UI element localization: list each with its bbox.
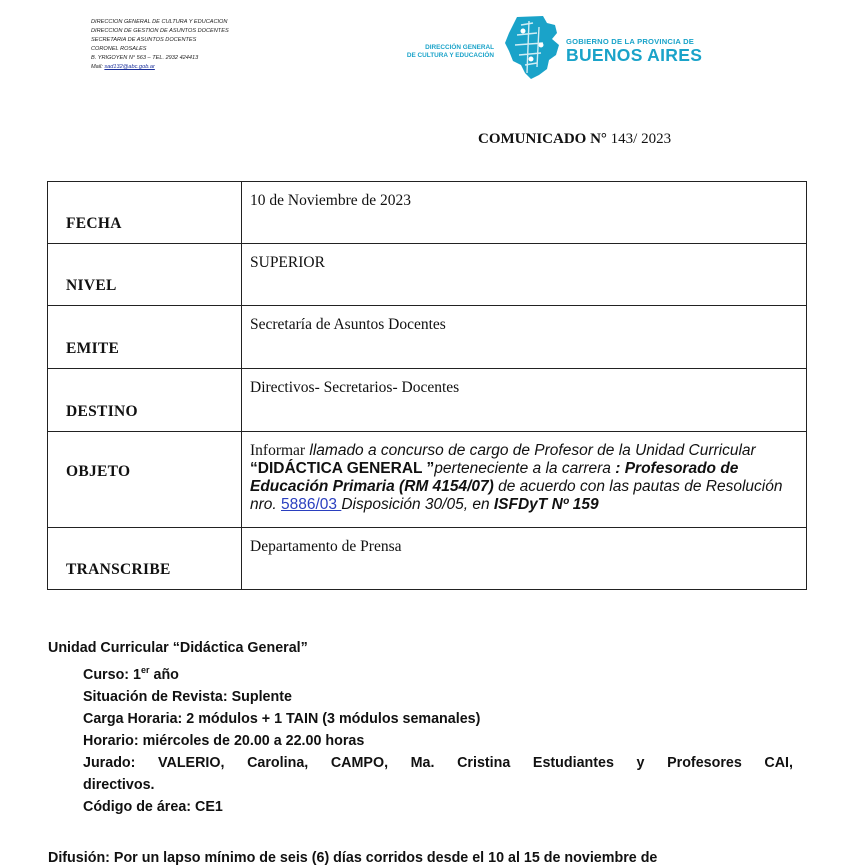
objeto-p4: perteneciente a la carrera: [434, 460, 611, 477]
org-line: DIRECCION DE GESTION DE ASUNTOS DOCENTES: [91, 28, 229, 34]
details-block: [48, 637, 793, 818]
jurado-line: Jurado: VALERIO, Carolina, CAMPO, Ma. Cristina Estudiantes y Profesores CAI,: [83, 754, 793, 771]
objeto-p6: de acuerdo con las pautas de Resolución nro.: [250, 478, 783, 513]
curso-line: [48, 659, 793, 686]
resolucion-link[interactable]: 5886/03: [281, 496, 342, 513]
curso-sup: er: [141, 665, 150, 675]
dgce-logo: [386, 44, 494, 60]
dgce-logo-line2: DE CULTURA Y EDUCACIÓN: [406, 52, 494, 59]
fecha-value: 10 de Noviembre de 2023: [242, 182, 807, 244]
emite-value: Secretaría de Asuntos Docentes: [242, 306, 807, 369]
objeto-value: [242, 432, 807, 528]
objeto-p2: llamado a concurso de cargo de Profesor de la Unidad Curricular: [305, 442, 756, 459]
org-line: B. YRIGOYEN N° 563 – TEL. 2932 424413: [91, 55, 199, 61]
emite-label: EMITE: [66, 340, 120, 357]
objeto-p8: ISFDyT Nº 159: [493, 496, 599, 513]
details-title: Unidad Curricular “Didáctica General”: [48, 640, 308, 656]
table-row: [48, 182, 807, 244]
destino-value: Directivos- Secretarios- Docentes: [242, 369, 807, 432]
table-row: [48, 528, 807, 590]
table-row: [48, 306, 807, 369]
province-map-icon: [503, 15, 561, 81]
jurado-line-2: directivos.: [83, 776, 155, 793]
gobierno-logo-big: BUENOS AIRES: [566, 45, 703, 65]
info-table: [47, 181, 807, 590]
transcribe-label: TRANSCRIBE: [66, 561, 171, 578]
gobierno-logo-small: GOBIERNO DE LA PROVINCIA DE: [566, 37, 695, 46]
objeto-p5: : Profesorado de Educación Primaria (RM 4154/07): [250, 460, 739, 495]
org-line: CORONEL ROSALES: [91, 46, 147, 52]
table-row: [48, 369, 807, 432]
codigo-line: Código de área: CE1: [83, 798, 223, 815]
org-line: DIRECCION GENERAL DE CULTURA Y EDUCACION: [91, 19, 228, 25]
destino-label: DESTINO: [66, 403, 138, 420]
table-row: [48, 244, 807, 306]
nivel-label: NIVEL: [66, 277, 117, 294]
curso-suffix: año: [149, 666, 179, 683]
fecha-label: FECHA: [66, 215, 122, 232]
transcribe-value: Departamento de Prensa: [242, 528, 807, 590]
horario-line: Horario: miércoles de 20.00 a 22.00 horas: [83, 732, 365, 749]
carga-line: Carga Horaria: 2 módulos + 1 TAIN (3 módulos semanales): [83, 710, 481, 727]
comunicado-label: COMUNICADO N°: [478, 131, 607, 147]
mail-link[interactable]: sad132@abc.gob.ar: [104, 64, 155, 70]
objeto-p3: “DIDÁCTICA GENERAL ”: [250, 460, 435, 477]
header-org-block: [91, 18, 229, 72]
objeto-p7: Disposición 30/05, en: [341, 496, 494, 513]
mail-line: [91, 63, 229, 72]
table-row: [48, 432, 807, 528]
objeto-label: OBJETO: [66, 463, 131, 480]
mail-label: Mail:: [91, 64, 103, 70]
comunicado-number: 143/ 2023: [610, 131, 672, 147]
objeto-p1: Informar: [250, 442, 306, 459]
nivel-value: SUPERIOR: [242, 244, 807, 306]
situacion-line: Situación de Revista: Suplente: [83, 688, 292, 705]
difusion-line: Difusión: Por un lapso mínimo de seis (6) días corridos desde el 10 al 15 de noviembre de: [48, 850, 658, 866]
gobierno-logo: [566, 37, 702, 65]
curso-label: Curso: 1: [83, 666, 141, 683]
org-line: SECRETARIA DE ASUNTOS DOCENTES: [91, 37, 197, 43]
comunicado-title: [478, 131, 671, 148]
dgce-logo-line1: DIRECCIÓN GENERAL: [425, 44, 494, 51]
